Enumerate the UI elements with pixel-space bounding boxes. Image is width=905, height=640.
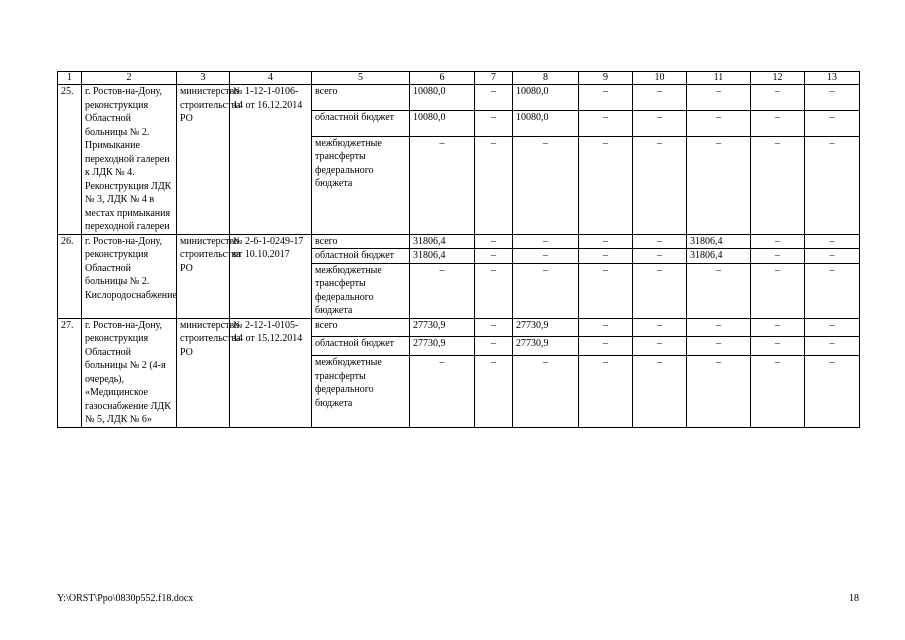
responsible-org: министерство строительства РО [177, 234, 230, 318]
value-cell: – [687, 356, 751, 427]
funding-source: межбюджетные трансферты федерального бюджета [312, 263, 410, 318]
responsible-org: министерство строительства РО [177, 85, 230, 235]
value-cell: – [805, 318, 860, 337]
value-cell: – [751, 249, 805, 264]
value-cell: 31806,4 [687, 249, 751, 264]
value-cell: – [687, 85, 751, 111]
value-cell: – [579, 234, 633, 249]
value-cell: – [633, 136, 687, 234]
header-cell: 12 [751, 72, 805, 85]
value-cell: – [475, 85, 513, 111]
value-cell: – [633, 263, 687, 318]
value-cell: – [687, 110, 751, 136]
value-cell: – [805, 356, 860, 427]
value-cell: – [579, 318, 633, 337]
value-cell: – [751, 318, 805, 337]
value-cell: – [410, 356, 475, 427]
row-number: 27. [58, 318, 82, 427]
header-cell: 4 [230, 72, 312, 85]
value-cell: – [475, 263, 513, 318]
object-name: г. Ростов-на-Дону, реконструкция Областной больницы № 2. Кислородоснабжение [82, 234, 177, 318]
value-cell: – [751, 356, 805, 427]
header-cell: 6 [410, 72, 475, 85]
value-cell: – [475, 136, 513, 234]
value-cell: 31806,4 [410, 234, 475, 249]
value-cell: – [579, 249, 633, 264]
value-cell: – [475, 318, 513, 337]
header-cell: 10 [633, 72, 687, 85]
funding-source: областной бюджет [312, 110, 410, 136]
value-cell: 10080,0 [513, 85, 579, 111]
value-cell: – [475, 110, 513, 136]
value-cell: – [751, 110, 805, 136]
value-cell: – [579, 356, 633, 427]
funding-source: областной бюджет [312, 337, 410, 356]
table-row [58, 318, 860, 337]
funding-source: межбюджетные трансферты федерального бюджета [312, 136, 410, 234]
funding-source: всего [312, 318, 410, 337]
value-cell: – [751, 337, 805, 356]
header-cell: 1 [58, 72, 82, 85]
header-cell: 2 [82, 72, 177, 85]
value-cell: 27730,9 [410, 337, 475, 356]
value-cell: – [475, 356, 513, 427]
header-row [58, 72, 860, 85]
value-cell: – [805, 110, 860, 136]
responsible-org: министерство строительства РО [177, 318, 230, 427]
value-cell: – [475, 249, 513, 264]
value-cell: 31806,4 [410, 249, 475, 264]
funding-source: областной бюджет [312, 249, 410, 264]
header-cell: 5 [312, 72, 410, 85]
value-cell: – [579, 263, 633, 318]
table-row [58, 234, 860, 249]
value-cell: – [579, 110, 633, 136]
value-cell: – [579, 136, 633, 234]
value-cell: – [633, 85, 687, 111]
footer-file-path: Y:\ORST\Ppo\0830p552.f18.docx [57, 593, 194, 604]
value-cell: – [633, 234, 687, 249]
value-cell: – [475, 337, 513, 356]
value-cell: – [410, 136, 475, 234]
funding-source: межбюджетные трансферты федерального бюджета [312, 356, 410, 427]
header-cell: 8 [513, 72, 579, 85]
value-cell: – [513, 136, 579, 234]
value-cell: – [805, 263, 860, 318]
header-cell: 7 [475, 72, 513, 85]
value-cell: 27730,9 [513, 337, 579, 356]
value-cell: – [633, 356, 687, 427]
value-cell: – [410, 263, 475, 318]
header-cell: 3 [177, 72, 230, 85]
value-cell: – [805, 337, 860, 356]
value-cell: – [633, 249, 687, 264]
value-cell: – [579, 337, 633, 356]
object-name: г. Ростов-на-Дону, реконструкция Областной больницы № 2 (4-я очередь), «Медицинское газоснабжение ЛДК № 5, ЛДК № 6» [82, 318, 177, 427]
value-cell: – [687, 318, 751, 337]
value-cell: 27730,9 [410, 318, 475, 337]
value-cell: – [687, 263, 751, 318]
funding-source: всего [312, 234, 410, 249]
value-cell: – [687, 337, 751, 356]
document-ref: № 2-6-1-0249-17 от 10.10.2017 [230, 234, 312, 318]
value-cell: 10080,0 [410, 85, 475, 111]
table-body [58, 72, 860, 428]
row-number: 26. [58, 234, 82, 318]
budget-table [57, 71, 860, 428]
row-number: 25. [58, 85, 82, 235]
value-cell: 31806,4 [687, 234, 751, 249]
value-cell: – [633, 337, 687, 356]
object-name: г. Ростов-на-Дону, реконструкция Областной больницы № 2. Примыкание переходной галереи к ЛДК № 4. Реконструкция ЛДК № 3, ЛДК № 4 в местах примыкания переходной галереи [82, 85, 177, 235]
value-cell: – [633, 318, 687, 337]
document-ref: № 1-12-1-0106-14 от 16.12.2014 [230, 85, 312, 235]
value-cell: – [475, 234, 513, 249]
value-cell: – [513, 263, 579, 318]
value-cell: 10080,0 [410, 110, 475, 136]
value-cell: – [805, 85, 860, 111]
value-cell: – [805, 249, 860, 264]
header-cell: 11 [687, 72, 751, 85]
value-cell: – [751, 263, 805, 318]
document-ref: № 2-12-1-0105-14 от 15.12.2014 [230, 318, 312, 427]
value-cell: – [805, 234, 860, 249]
value-cell: – [751, 234, 805, 249]
value-cell: – [579, 85, 633, 111]
value-cell: – [751, 136, 805, 234]
value-cell: – [633, 110, 687, 136]
funding-source: всего [312, 85, 410, 111]
value-cell: – [513, 356, 579, 427]
value-cell: – [687, 136, 751, 234]
footer-page-number: 18 [849, 593, 859, 604]
value-cell: – [751, 85, 805, 111]
header-cell: 13 [805, 72, 860, 85]
header-cell: 9 [579, 72, 633, 85]
value-cell: – [513, 234, 579, 249]
value-cell: – [805, 136, 860, 234]
value-cell: – [513, 249, 579, 264]
value-cell: 10080,0 [513, 110, 579, 136]
value-cell: 27730,9 [513, 318, 579, 337]
table-row [58, 85, 860, 111]
